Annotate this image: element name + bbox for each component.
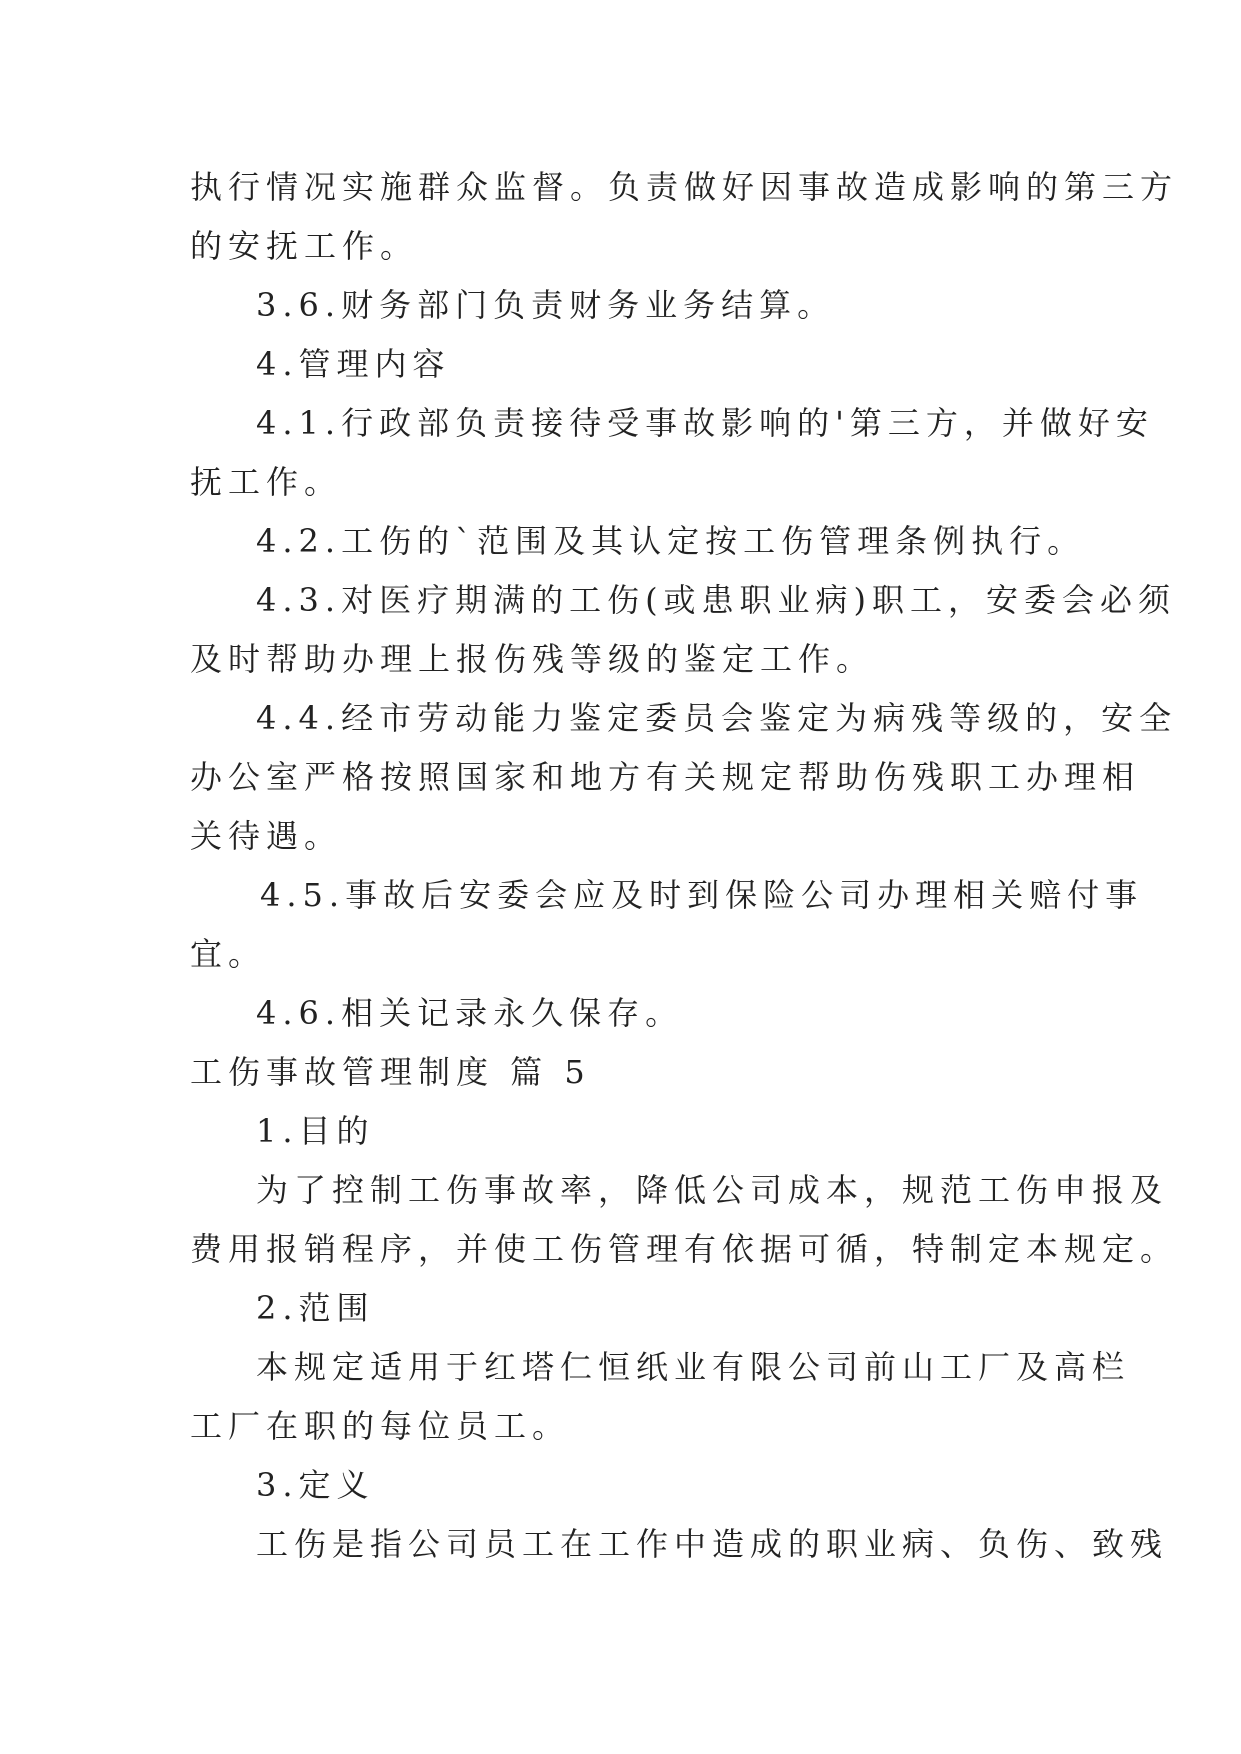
section-heading: 4.管理内容: [256, 345, 451, 383]
paragraph-line: 宜。: [190, 935, 267, 973]
section-heading: 2.范围: [256, 1289, 375, 1327]
section-heading: 3.定义: [256, 1466, 375, 1504]
paragraph-line: 工厂在职的每位员工。: [190, 1407, 571, 1445]
paragraph-line: 4.5.事故后安委会应及时到保险公司办理相关赔付事: [260, 876, 1144, 914]
paragraph-line: 抚工作。: [190, 463, 343, 501]
paragraph-line: 费用报销程序，并使工伤管理有依据可循，特制定本规定。: [190, 1230, 1179, 1268]
paragraph-line: 执行情况实施群众监督。负责做好因事故造成影响的第三方: [190, 168, 1179, 206]
paragraph-line: 工伤是指公司员工在工作中造成的职业病、负伤、致残: [256, 1525, 1169, 1563]
article-title: 工伤事故管理制度 篇 5: [190, 1053, 591, 1091]
paragraph-line: 关待遇。: [190, 817, 343, 855]
paragraph-line: 4.2.工伤的`范围及其认定按工伤管理条例执行。: [256, 522, 1086, 560]
paragraph-line: 及时帮助办理上报伤残等级的鉴定工作。: [190, 640, 875, 678]
paragraph-line: 4.4.经市劳动能力鉴定委员会鉴定为病残等级的，安全: [256, 699, 1178, 737]
paragraph-line: 办公室严格按照国家和地方有关规定帮助伤残职工办理相: [190, 758, 1141, 796]
section-heading: 1.目的: [256, 1112, 375, 1150]
paragraph-line: 4.1.行政部负责接待受事故影响的'第三方，并做好安: [256, 404, 1154, 442]
paragraph-line: 3.6.财务部门负责财务业务结算。: [256, 286, 836, 324]
paragraph-line: 4.3.对医疗期满的工伤(或患职业病)职工，安委会必须: [256, 581, 1177, 619]
paragraph-line: 为了控制工伤事故率，降低公司成本，规范工伤申报及: [256, 1171, 1169, 1209]
document-body: [190, 158, 1179, 1574]
paragraph-line: 4.6.相关记录永久保存。: [256, 994, 684, 1032]
paragraph-line: 的安抚工作。: [190, 227, 419, 265]
paragraph-line: 本规定适用于红塔仁恒纸业有限公司前山工厂及高栏: [256, 1348, 1131, 1386]
